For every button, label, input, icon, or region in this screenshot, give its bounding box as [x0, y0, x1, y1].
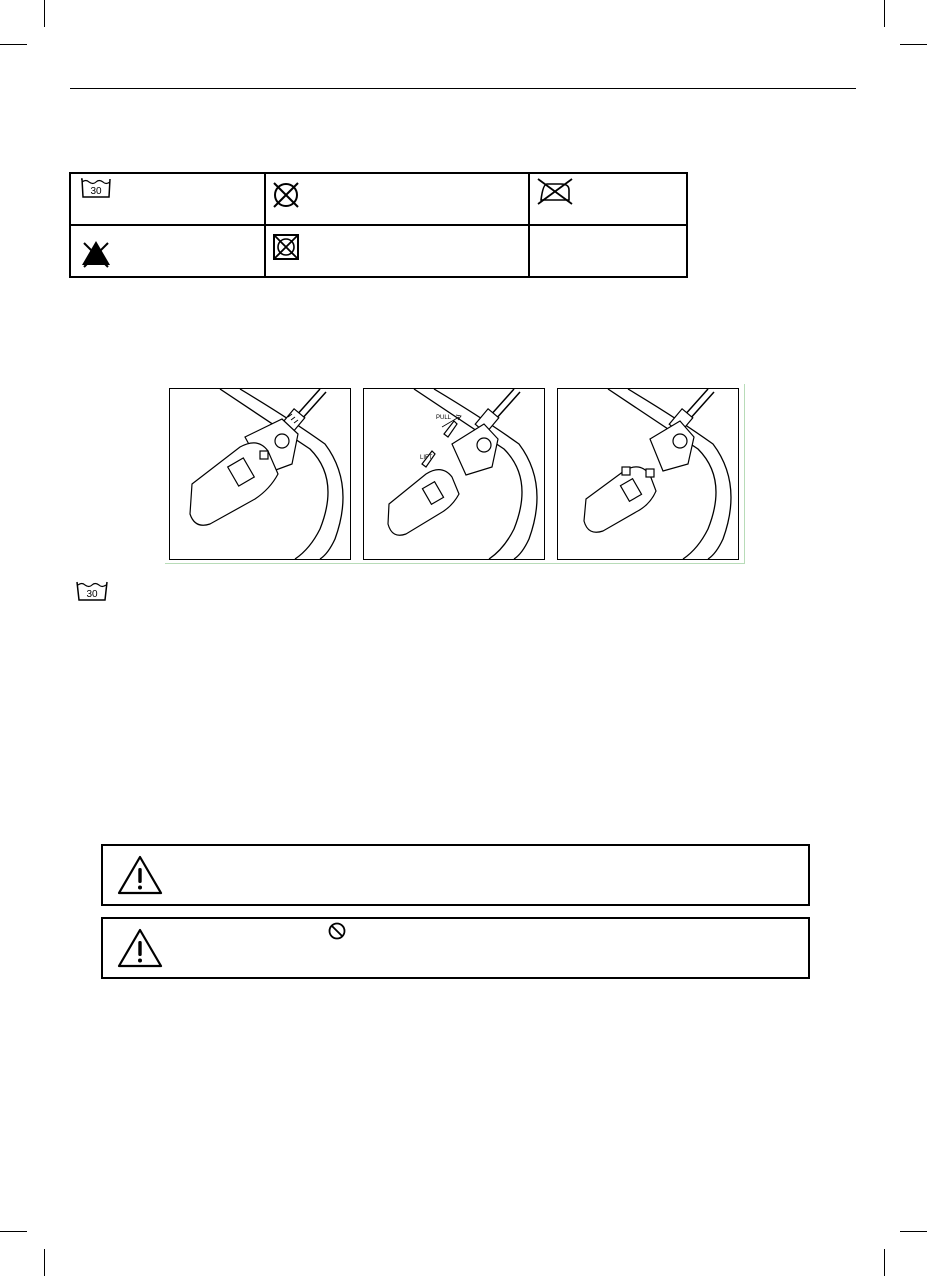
- crop-mark: [0, 44, 27, 45]
- crop-mark: [44, 1249, 45, 1276]
- no-bleach-icon: [79, 239, 113, 269]
- no-iron-icon: [535, 176, 575, 206]
- clip-attached-drawing: [170, 389, 350, 559]
- wash-30-icon: [75, 580, 109, 604]
- warning-box: [101, 844, 810, 906]
- warning-box: [101, 917, 810, 979]
- care-symbols-table: [69, 172, 688, 278]
- table-cell: [265, 225, 529, 277]
- crop-mark: [900, 1231, 927, 1232]
- table-row: [70, 225, 687, 277]
- figure-panel-detaching: [363, 388, 545, 560]
- table-cell: [265, 173, 529, 225]
- sensor-clip-figure: [165, 384, 745, 564]
- table-cell: [529, 173, 687, 225]
- crop-mark: [44, 0, 45, 27]
- wash-30-icon: [79, 177, 113, 201]
- table-cell: [529, 225, 687, 277]
- wash-temperature-text: 30: [86, 589, 98, 600]
- figure-panel-detached: [557, 388, 739, 560]
- prohibition-icon: [327, 921, 347, 941]
- figure-panel-attached: [169, 388, 351, 560]
- table-cell: [70, 173, 265, 225]
- clip-detached-drawing: [558, 389, 738, 559]
- clip-detaching-drawing: [364, 389, 544, 559]
- warning-triangle-icon: [116, 854, 164, 896]
- no-dry-clean-icon: [269, 178, 303, 212]
- crop-mark: [0, 1231, 27, 1232]
- wash-temperature-text: 30: [90, 186, 102, 197]
- crop-mark: [900, 44, 927, 45]
- lift-label: LIFT: [420, 455, 433, 461]
- pull-label: PULL: [436, 415, 452, 421]
- crop-mark: [884, 0, 885, 27]
- table-cell: [70, 225, 265, 277]
- no-tumble-dry-icon: [271, 232, 301, 262]
- header-rule: [70, 88, 856, 89]
- warning-triangle-icon: [116, 927, 164, 969]
- table-row: [70, 173, 687, 225]
- crop-mark: [884, 1249, 885, 1276]
